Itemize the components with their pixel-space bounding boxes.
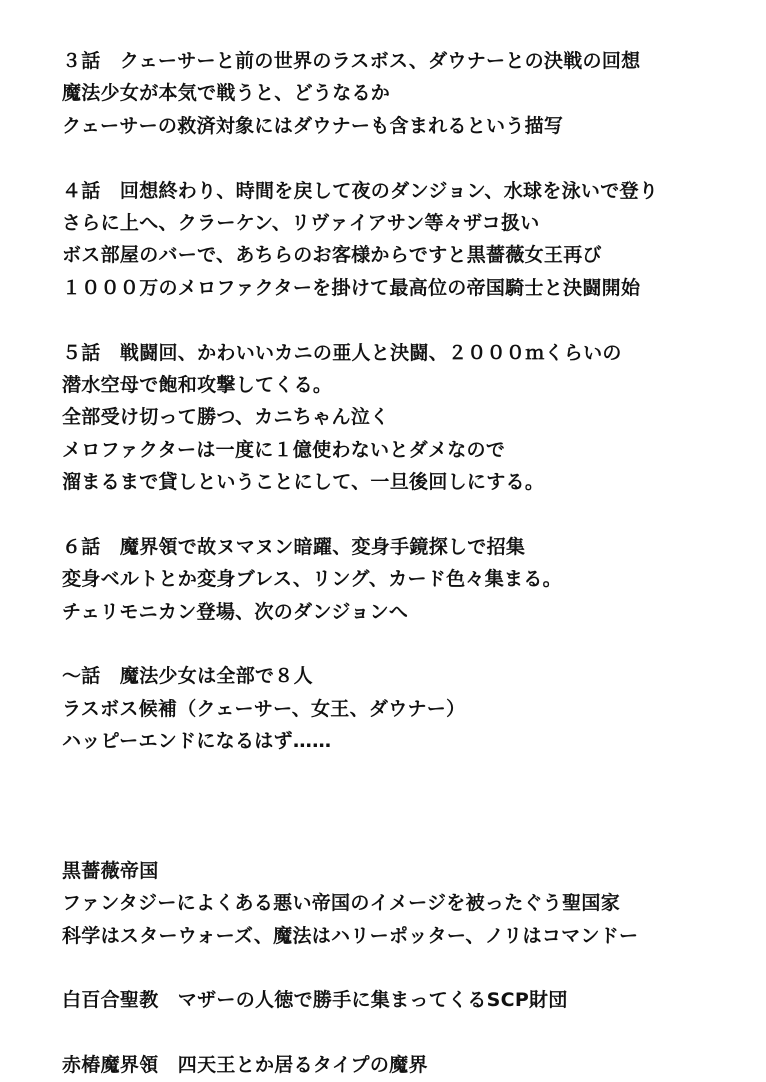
text-line: 科学はスターウォーズ、魔法はハリーポッター、ノリはコマンドー [62,924,639,947]
text-line: ハッピーエンドになるはず…… [62,730,332,753]
text-line: 全部受け切って勝つ、カニちゃん泣く [62,406,390,429]
text-line: ラスボス候補（クェーサー、女王、ダウナー） [62,697,466,720]
blank-line [62,628,752,660]
blank-line [62,952,752,984]
faction-heading: 黒薔薇帝国 [62,859,159,882]
episode-5-block [62,337,752,499]
text-line: 溜まるまで貸しということにして、一旦後回しにする。 [62,471,545,494]
text-line: ボス部屋のバーで、あちらのお客様からですと黒薔薇女王再び [62,244,602,267]
text-line: さらに上へ、クラーケン、リヴァイアサン等々ザコ扱い [62,211,540,234]
text-line: 変身ベルトとか変身ブレス、リング、カード色々集まる。 [62,568,562,591]
blank-line [62,822,752,854]
text-line: ３話 クェーサーと前の世界のラスボス、ダウナーとの決戦の回想 [62,50,641,72]
episode-final-block [62,660,752,757]
text-line: ５話 戦闘回、かわいいカニの亜人と決闘、２０００ｍくらいの [62,341,622,364]
text-line: チェリモニカン登場、次のダンジョンへ [62,600,409,623]
text-line: ４話 回想終わり、時間を戻して夜のダンジョン、水球を泳いで登り [62,179,659,202]
text-line: ファンタジーによくある悪い帝国のイメージを被ったぐう聖国家 [62,892,620,915]
blank-line [62,1017,752,1049]
text-line: １０００万のメロファクターを掛けて最高位の帝国騎士と決闘開始 [62,276,641,299]
text-line: クェーサーの救済対象にはダウナーも含まれるという描写 [62,114,564,137]
episode-3-block [62,45,752,142]
blank-line [62,498,752,530]
text-line: ～話 魔法少女は全部で８人 [62,665,313,688]
document-page [62,45,752,1082]
episode-6-block [62,531,752,628]
faction-red-camellia-block [62,1049,752,1081]
text-line: 白百合聖教 マザーの人徳で勝手に集まってくるSCP財団 [62,989,568,1012]
text-line: 魔法少女が本気で戦うと、どうなるか [62,82,391,105]
blank-line [62,758,752,823]
faction-white-lily-block [62,984,752,1016]
faction-black-rose-block [62,855,752,952]
text-line: 赤椿魔界領 四天王とか居るタイプの魔界 [62,1054,428,1077]
text-line: ６話 魔界領で故ヌマヌン暗躍、変身手鏡探しで招集 [62,535,526,558]
text-line: メロファクターは一度に１億使わないとダメなので [62,438,506,461]
blank-line [62,304,752,336]
text-line: 潜水空母で飽和攻撃してくる。 [62,373,333,396]
episode-4-block [62,175,752,305]
blank-line [62,142,752,174]
